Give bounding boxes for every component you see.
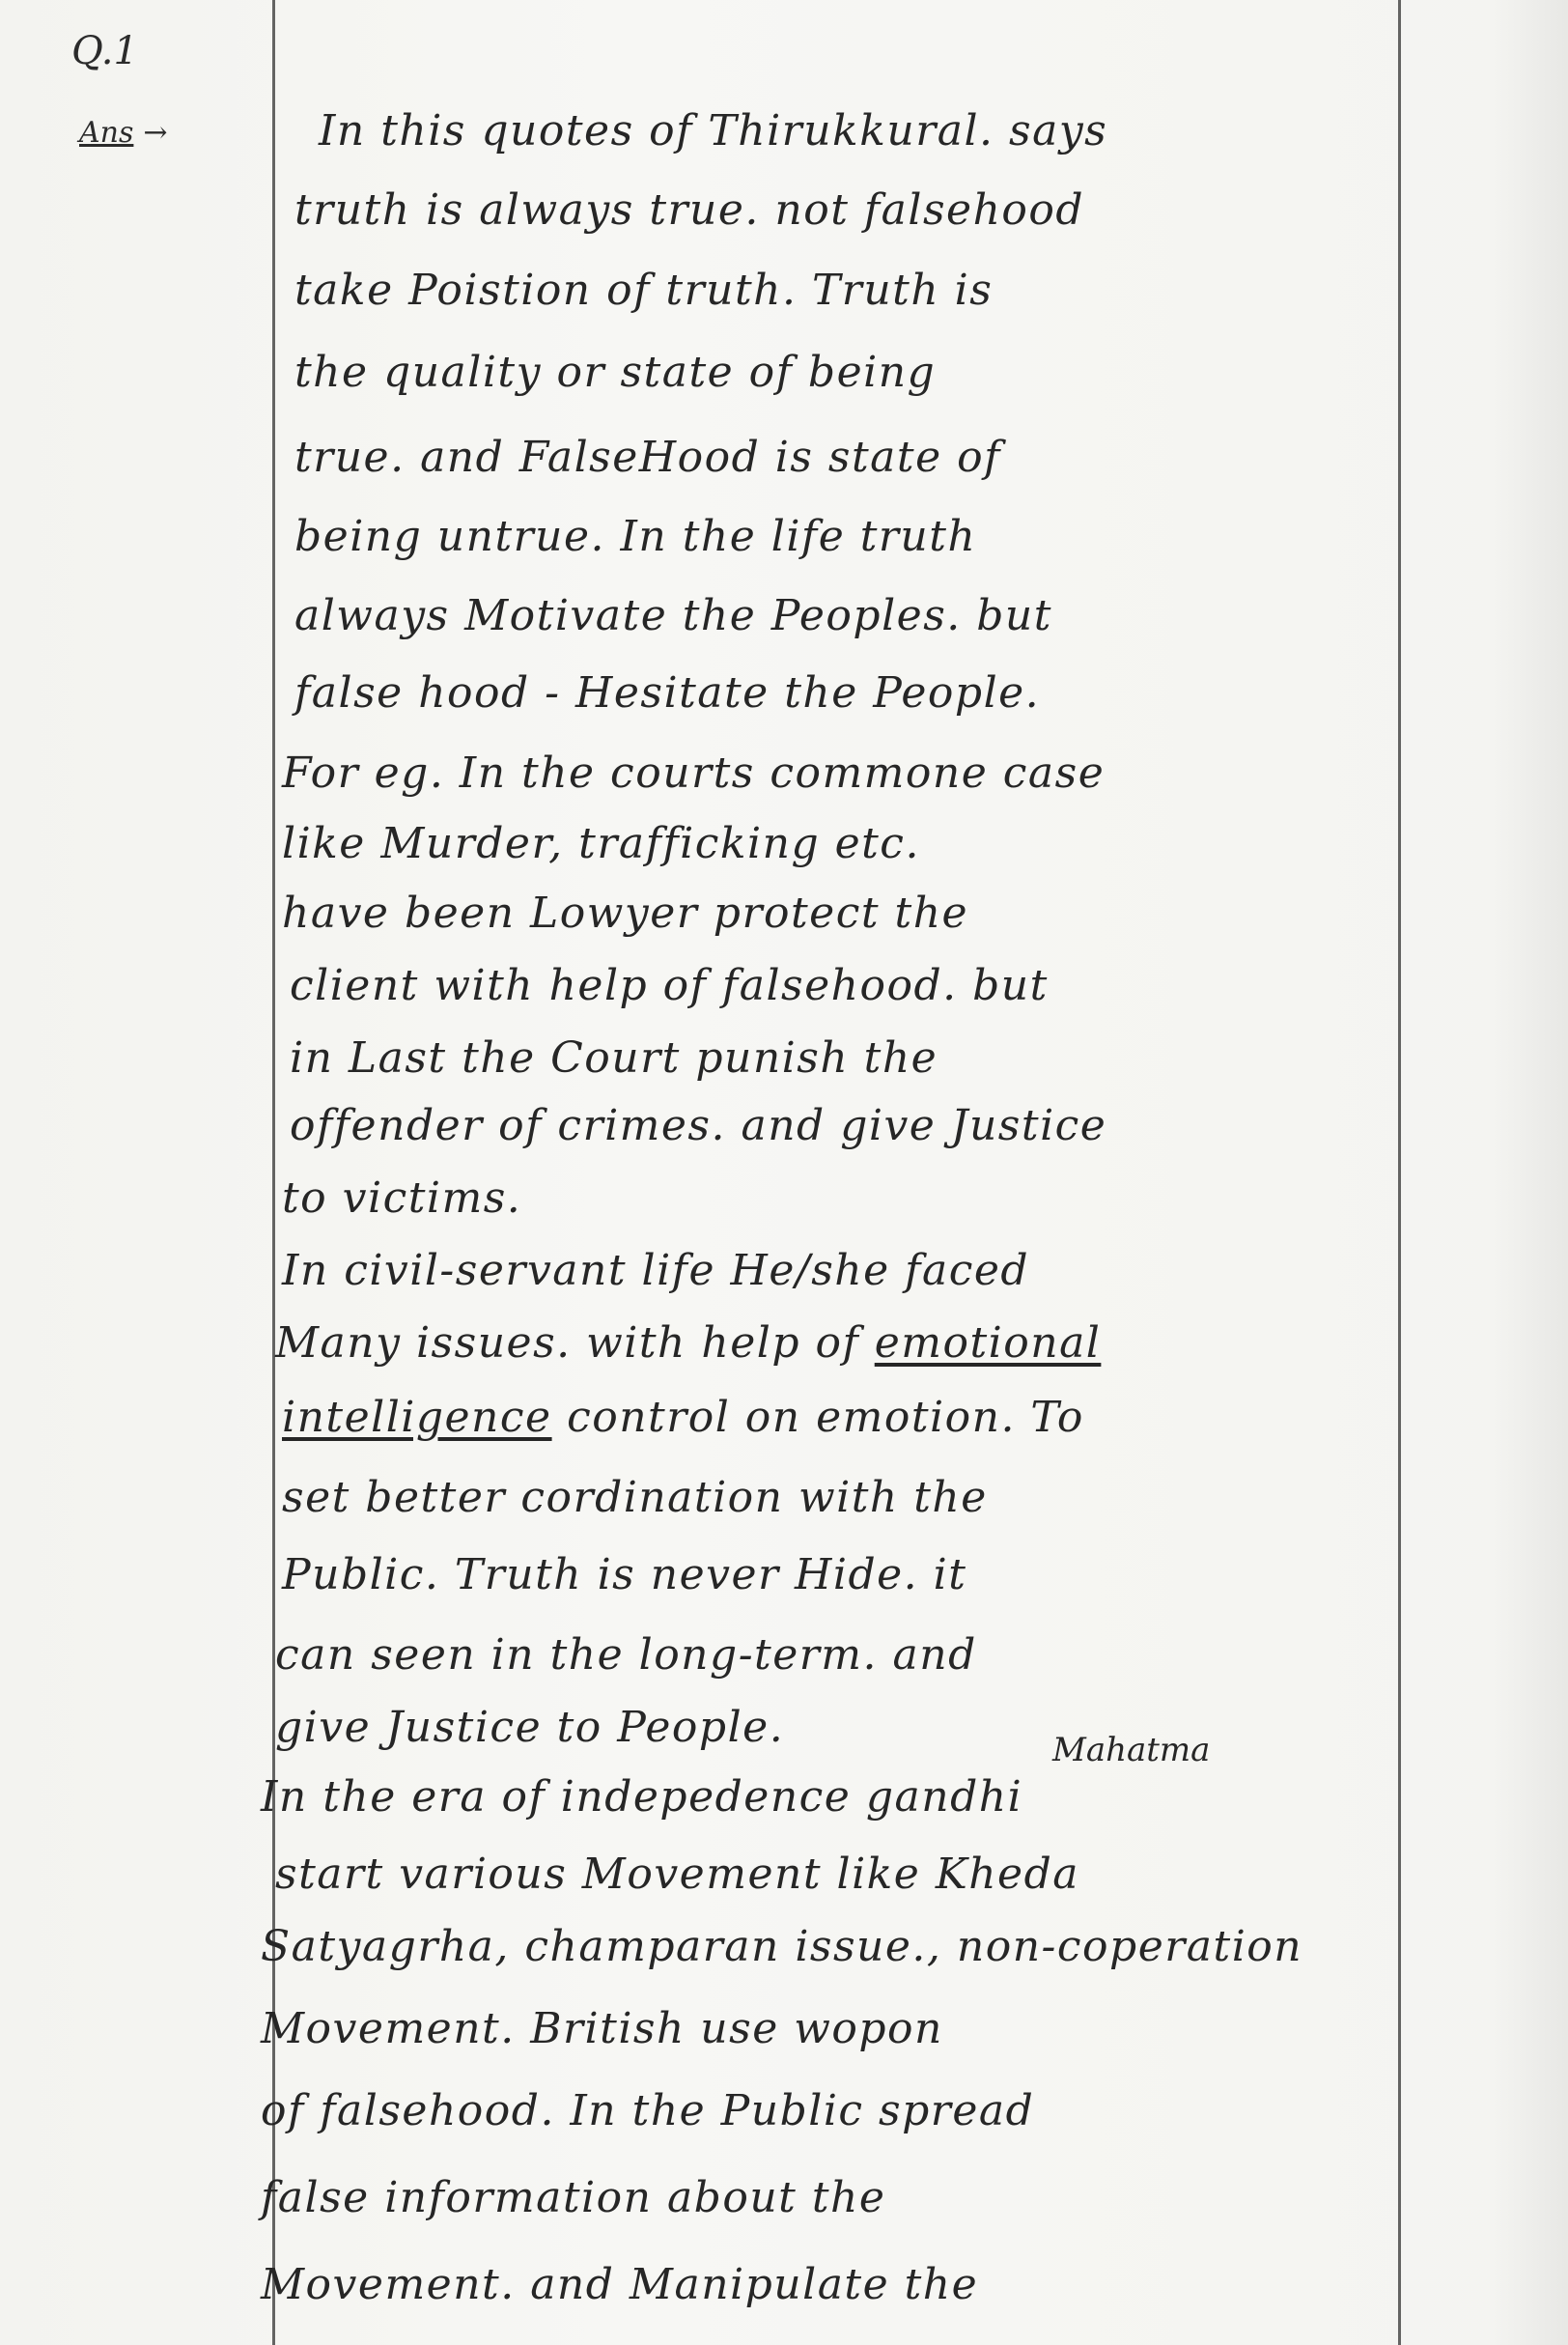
text-line: client with help of falsehood. but: [290, 961, 1049, 1010]
inserted-word: Mahatma: [1052, 1731, 1211, 1769]
text-line: being untrue. In the life truth: [294, 512, 977, 561]
text-segment: Many issues. with help of: [275, 1318, 875, 1368]
text-line: take Poistion of truth. Truth is: [294, 266, 994, 315]
text-line: have been Lowyer protect the: [282, 889, 969, 938]
text-line: [275, 1318, 1101, 1368]
text-line: can seen in the long-term. and: [275, 1630, 977, 1680]
text-line: offender of crimes. and give Justice: [290, 1101, 1107, 1150]
text-line: false information about the: [261, 2173, 886, 2222]
text-line: the quality or state of being: [294, 348, 937, 397]
text-line: Satyagrha, champaran issue., non-coperation: [261, 1922, 1303, 1971]
text-line: Movement. and Manipulate the: [261, 2260, 979, 2309]
text-line: to victims.: [282, 1173, 522, 1223]
arrow-right-icon: →: [143, 116, 168, 150]
text-line: start various Movement like Kheda: [275, 1850, 1079, 1899]
text-line: always Motivate the Peoples. but: [294, 591, 1052, 640]
underlined-term: emotional: [874, 1318, 1102, 1368]
text-line: In civil-servant life He/she faced: [282, 1246, 1030, 1295]
text-line: of falsehood. In the Public spread: [261, 2086, 1035, 2135]
text-segment: control on emotion. To: [551, 1393, 1084, 1442]
underlined-term: intelligence: [282, 1393, 552, 1442]
text-line: In the era of indepedence gandhi: [261, 1772, 1023, 1822]
text-line: For eg. In the courts commone case: [282, 749, 1106, 798]
text-line: false hood - Hesitate the People.: [294, 668, 1041, 718]
text-line: give Justice to People.: [275, 1703, 785, 1752]
text-line: Public. Truth is never Hide. it: [282, 1550, 967, 1599]
text-line: set better cordination with the: [282, 1473, 988, 1522]
text-line: like Murder, trafficking etc.: [282, 819, 920, 868]
text-line: [282, 1393, 1084, 1442]
text-line: In this quotes of Thirukkural. says: [319, 106, 1108, 155]
question-number-text: Q.1: [71, 29, 138, 73]
text-line: in Last the Court punish the: [290, 1033, 938, 1083]
text-line: truth is always true. not falsehood: [294, 185, 1085, 235]
text-line: Movement. British use wopon: [261, 2004, 943, 2053]
text-line: true. and FalseHood is state of: [294, 433, 1001, 482]
answer-label-text: Ans: [79, 116, 134, 150]
